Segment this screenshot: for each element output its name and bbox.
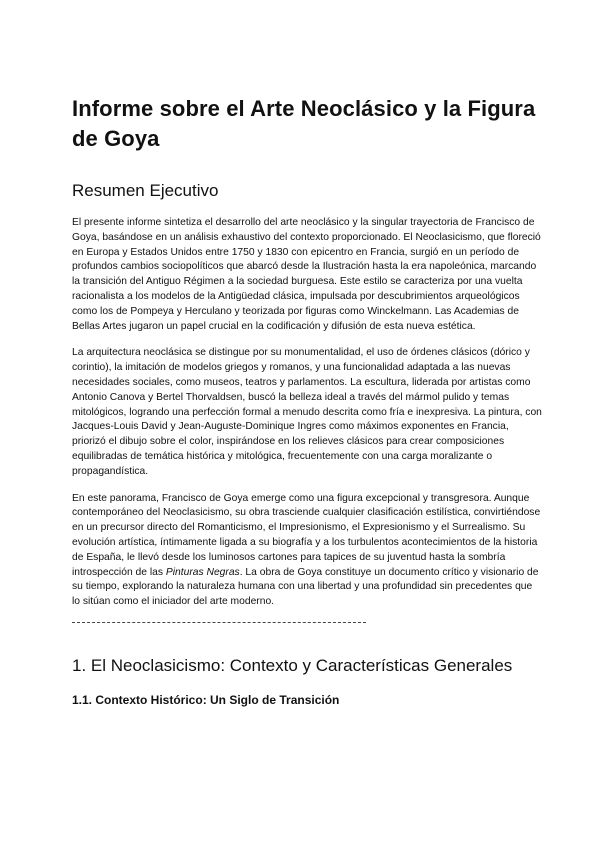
document-title: Informe sobre el Arte Neoclásico y la Figura de Goya	[72, 96, 536, 151]
section-1-heading: 1. El Neoclasicismo: Contexto y Características Generales	[72, 655, 513, 675]
summary-paragraph-3	[72, 492, 542, 610]
paragraph-3-text-start: En este panorama, Francisco de Goya emerge como una figura excepcional y transgresora. Aunque contemporáneo del Neoclasicismo, su obra trasciende cualquier clasificación estilística, convirtiéndose en un precursor directo del Romanticismo, el Impresionismo, el Expresionismo y el Surrealismo. Su evolución artística, íntimamente ligada a su biografía y a los turbulentos acontecimientos de la historia de España, le llevó desde los luminosos cartones para tapices de su juventud hasta la sombría introspección de las	[72, 492, 541, 578]
subsection-1-1-heading: 1.1. Contexto Histórico: Un Siglo de Transición	[72, 692, 340, 707]
summary-paragraph-2: La arquitectura neoclásica se distingue por su monumentalidad, el uso de órdenes clásicos (dórico y corintio), la imitación de modelos griegos y romanos, y una funcionalidad adaptada a las nuevas necesidades sociales, como museos, teatros y parlamentos. La escultura, liderada por artistas como Antonio Canova y Bertel Thorvaldsen, buscó la belleza ideal a través del mármol pulido y temas mitológicos, logrando una perfección formal a menudo descrita como fría e inexpresiva. La pintura, con Jacques-Louis David y Jean-Auguste-Dominique Ingres como máximos exponentes en Francia, priorizó el dibujo sobre el color, inspirándose en los relieves clásicos para crear composiciones equilibradas de temática histórica y mitológica, frecuentemente con una carga moralizante o propagandística.	[72, 347, 542, 477]
section-divider	[72, 622, 366, 623]
pinturas-negras-emphasis: Pinturas Negras	[165, 566, 240, 578]
executive-summary-heading: Resumen Ejecutivo	[72, 181, 219, 200]
summary-paragraph-1: El presente informe sintetiza el desarrollo del arte neoclásico y la singular trayectoria de Francisco de Goya, basándose en un análisis exhaustivo del contexto proporcionado. El Neoclasicismo, que floreció en Europa y Estados Unidos entre 1750 y 1830 con epicentro en Francia, surgió en un período de profundos cambios sociopolíticos que abarcó desde la Ilustración hasta la era napoleónica, marcando la transición del Antiguo Régimen a la sociedad burguesa. Este estilo se caracteriza por una vuelta racionalista a los modelos de la Antigüedad clásica, impulsada por descubrimientos arqueológicos como los de Pompeya y Herculano y teorizada por figuras como Winckelmann. Las Academias de Bellas Artes jugaron un papel crucial en la codificación y difusión de esta nueva estética.	[72, 217, 541, 332]
paragraph-3-text-end: . La obra de Goya constituye un documento crítico y visionario de su tiempo, explorando la naturaleza humana con una libertad y una profundidad sin precedentes que lo sitúan como el iniciador del arte moderno.	[72, 566, 539, 608]
